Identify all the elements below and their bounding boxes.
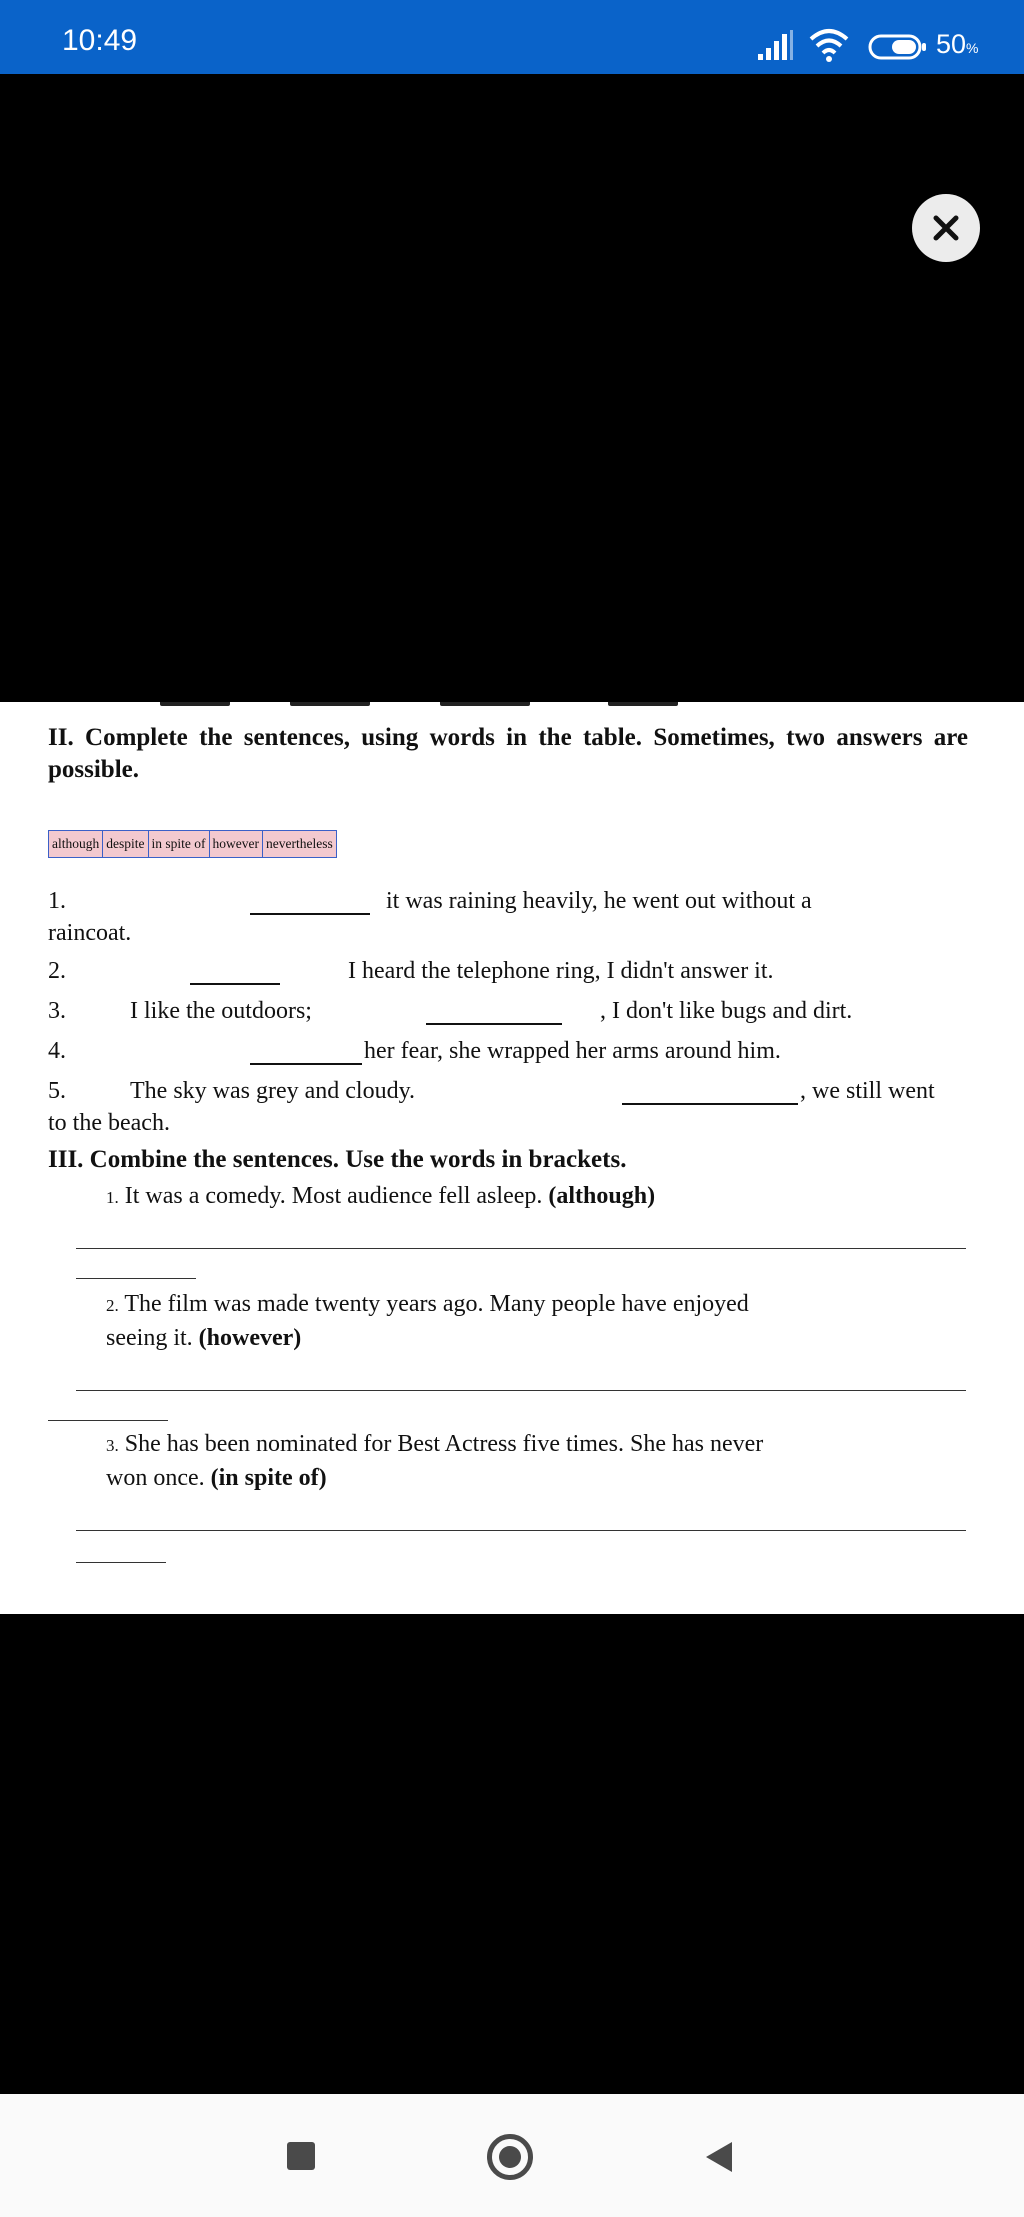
combine-item-2: 2. The film was made twenty years ago. Many people have enjoyed seeing it. (however) <box>106 1291 749 1351</box>
exercise-item: 3. I like the outdoors; , I don't like bugs and dirt. <box>48 998 853 1024</box>
recents-icon[interactable] <box>287 2142 315 2170</box>
wifi-icon <box>808 27 850 63</box>
answer-line <box>76 1248 966 1249</box>
combine-item-1: 1. It was a comedy. Most audience fell asleep. (although) <box>106 1183 656 1209</box>
worksheet-page <box>0 702 1024 1614</box>
answer-line <box>76 1390 966 1391</box>
close-button[interactable] <box>912 194 980 262</box>
navigation-bar <box>0 2094 1024 2217</box>
exercise-item: 4. her fear, she wrapped her arms around him. <box>48 1038 781 1064</box>
answer-line <box>76 1278 196 1279</box>
word-cell: despite <box>103 831 148 857</box>
clock: 10:49 <box>62 24 138 57</box>
answer-blank <box>250 913 370 915</box>
answer-line <box>48 1420 168 1421</box>
word-cell: nevertheless <box>265 836 333 851</box>
home-icon[interactable] <box>487 2134 533 2180</box>
image-viewer <box>0 74 1024 2094</box>
signal-icon <box>758 30 794 60</box>
answer-blank <box>190 983 280 985</box>
answer-line <box>76 1562 166 1563</box>
word-table <box>48 830 337 858</box>
word-cell: although <box>49 831 103 857</box>
exercise-continuation: to the beach. <box>48 1110 170 1136</box>
exercise-continuation: raincoat. <box>48 920 132 946</box>
word-cell: however <box>210 831 263 857</box>
status-bar <box>0 0 1024 74</box>
exercise-item: 2. I heard the telephone ring, I didn't answer it. <box>48 958 774 984</box>
combine-item-3: 3. She has been nominated for Best Actress five times. She has never won once. (in spite of) <box>106 1431 764 1491</box>
answer-blank <box>250 1063 362 1065</box>
battery-level: 50% <box>936 29 979 59</box>
answer-blank <box>426 1023 562 1025</box>
section-2-heading: II. Complete the sentences, using words in the table. Sometimes, two answers are possible. <box>48 724 968 783</box>
close-icon <box>929 211 963 245</box>
back-icon[interactable] <box>704 2140 734 2174</box>
section-3-heading: III. Combine the sentences. Use the words in brackets. <box>48 1146 627 1173</box>
answer-line <box>76 1530 966 1531</box>
word-cell: in spite of <box>149 831 210 857</box>
answer-blank <box>622 1103 798 1105</box>
exercise-item: 1. it was raining heavily, he went out without a <box>48 888 812 914</box>
battery-icon <box>868 34 928 60</box>
previous-section-fragment <box>160 702 720 708</box>
exercise-item: 5. The sky was grey and cloudy. , we still went <box>48 1078 935 1104</box>
